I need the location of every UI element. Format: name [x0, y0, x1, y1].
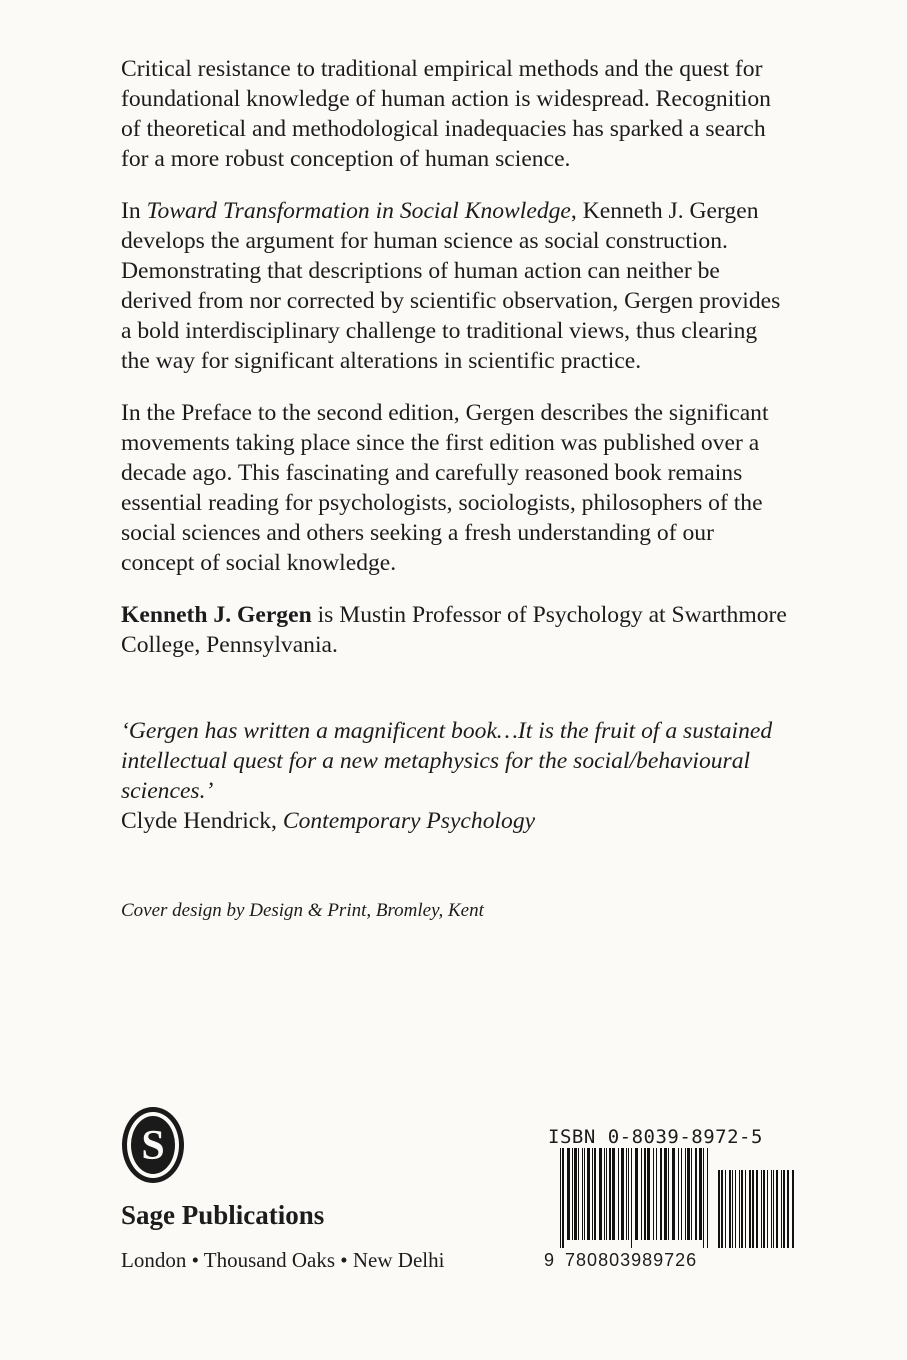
barcode-bar: [773, 1170, 774, 1248]
barcode-bar: [606, 1148, 607, 1240]
barcode-bar: [725, 1170, 726, 1248]
review-quote: [121, 716, 801, 836]
quote-attribution: [121, 806, 801, 836]
barcode-bar: [681, 1148, 682, 1240]
barcode-bar: [609, 1148, 611, 1240]
barcode-bar: [752, 1170, 754, 1248]
quote-attribution-name: Clyde Hendrick,: [121, 808, 283, 834]
author-bio-text: is Mustin Professor of Psychology at Swarthmore College, Pennsylvania.: [121, 602, 787, 658]
blurb-paragraph-3: In the Preface to the second edition, Gergen describes the significant movements taking place since the first edition was published over a decade ago. This fascinating and carefully reasoned book remains essential reading for psychologists, sociologists, philosophers of the social sciences and others seeking a fresh understanding of our concept of social knowledge.: [121, 400, 769, 576]
barcode-bar: [562, 1148, 564, 1248]
barcode-bar: [721, 1170, 723, 1248]
barcode-bar: [707, 1148, 708, 1248]
barcode-bar: [767, 1170, 768, 1248]
barcode-bar: [604, 1148, 605, 1240]
barcode-bar: [741, 1170, 743, 1248]
sage-logo-letter: S: [141, 1123, 165, 1169]
author-name: Kenneth J. Gergen: [121, 602, 312, 628]
barcode-bar: [732, 1170, 733, 1248]
blurb-p2-prefix: In: [121, 198, 147, 224]
barcode-bar: [599, 1148, 602, 1240]
publisher-cities: London • Thousand Oaks • New Delhi: [121, 1248, 445, 1272]
blurb: [121, 54, 791, 682]
barcode-bar: [761, 1170, 762, 1248]
quote-text: ‘Gergen has written a magnificent book…It is the fruit of a sustained intellectual quest for a new metaphysics for the social/behavioural sciences.’: [121, 718, 773, 804]
barcode-bar: [678, 1148, 679, 1240]
barcode-bar: [587, 1148, 590, 1240]
barcode-bar: [749, 1170, 751, 1248]
barcode-bar: [660, 1148, 662, 1240]
book-title: Toward Transformation in Social Knowledge: [146, 198, 571, 224]
barcode-bar: [781, 1170, 782, 1248]
barcode-bar: [635, 1148, 638, 1240]
cover-design-credit: Cover design by Design & Print, Bromley, Kent: [121, 900, 484, 921]
barcode-bar: [612, 1148, 615, 1240]
ean-first-digit: 9: [544, 1250, 555, 1270]
barcode-bar: [621, 1148, 624, 1240]
barcode-bar: [699, 1148, 702, 1240]
author-bio: [121, 600, 791, 660]
barcode-bar: [567, 1148, 570, 1240]
blurb-p2-rest: , Kenneth J. Gergen develops the argument for human science as social construction. Demonstrating that descriptions of human action can neither be derived from nor corrected by scientific observation, Gergen provides a bold interdisciplinary challenge to traditional views, thus clearing the way for significant alterations in scientific practice.: [121, 198, 781, 374]
barcode-bar: [729, 1170, 731, 1248]
barcode-bar: [685, 1148, 686, 1240]
barcode-bar: [656, 1148, 657, 1240]
barcode-bar: [578, 1148, 579, 1240]
barcode-bar: [695, 1148, 697, 1240]
blurb-paragraph-1: Critical resistance to traditional empirical methods and the quest for foundational knowledge of human action is widespread. Recognition of theoretical and methodological inadequacies has sparked a search for a more robust conception of human science.: [121, 56, 771, 172]
barcode-bar: [644, 1148, 646, 1240]
barcode-bar: [691, 1148, 692, 1240]
barcode-bar: [672, 1148, 675, 1240]
barcode-bar: [783, 1170, 785, 1248]
barcode-bar: [787, 1170, 789, 1248]
barcode-bar: [628, 1148, 629, 1240]
barcode-bar: [631, 1148, 632, 1248]
barcode-bar: [718, 1170, 720, 1248]
barcode-bar: [582, 1148, 583, 1240]
barcode-bar: [592, 1148, 593, 1240]
barcode-bar: [739, 1170, 740, 1248]
barcode-bar: [771, 1170, 772, 1248]
quote-attribution-source: Contemporary Psychology: [282, 808, 536, 834]
barcode-bar: [584, 1148, 585, 1240]
barcode-bar: [735, 1170, 736, 1248]
barcode-bar: [618, 1148, 619, 1240]
sage-logo-icon: [120, 1105, 186, 1185]
publisher-name: Sage Publications: [121, 1200, 325, 1230]
barcode-bar: [560, 1148, 561, 1248]
barcode-bar: [653, 1148, 654, 1240]
barcode-bar: [572, 1148, 573, 1240]
barcode-bar: [687, 1148, 690, 1240]
barcode-bar: [626, 1148, 627, 1240]
barcode-bar: [664, 1148, 667, 1240]
barcode-bar: [641, 1148, 642, 1240]
barcode-bar: [703, 1148, 704, 1248]
barcode-bar: [745, 1170, 746, 1248]
barcode-bar: [792, 1170, 794, 1248]
barcode-bar: [763, 1170, 765, 1248]
blurb-paragraph-2: [121, 196, 791, 376]
barcode-bar: [647, 1148, 650, 1240]
barcode-bar: [574, 1148, 577, 1240]
isbn-label: ISBN 0-8039-8972-5: [548, 1126, 763, 1148]
ean-remaining-digits: 780803989726: [565, 1250, 698, 1270]
barcode-bar: [668, 1148, 669, 1240]
barcode-bar: [756, 1170, 758, 1248]
barcode-ean-digits: [544, 1250, 697, 1271]
isbn-barcode: [558, 1148, 798, 1250]
barcode-bar: [594, 1148, 596, 1240]
barcode-bar: [776, 1170, 778, 1248]
